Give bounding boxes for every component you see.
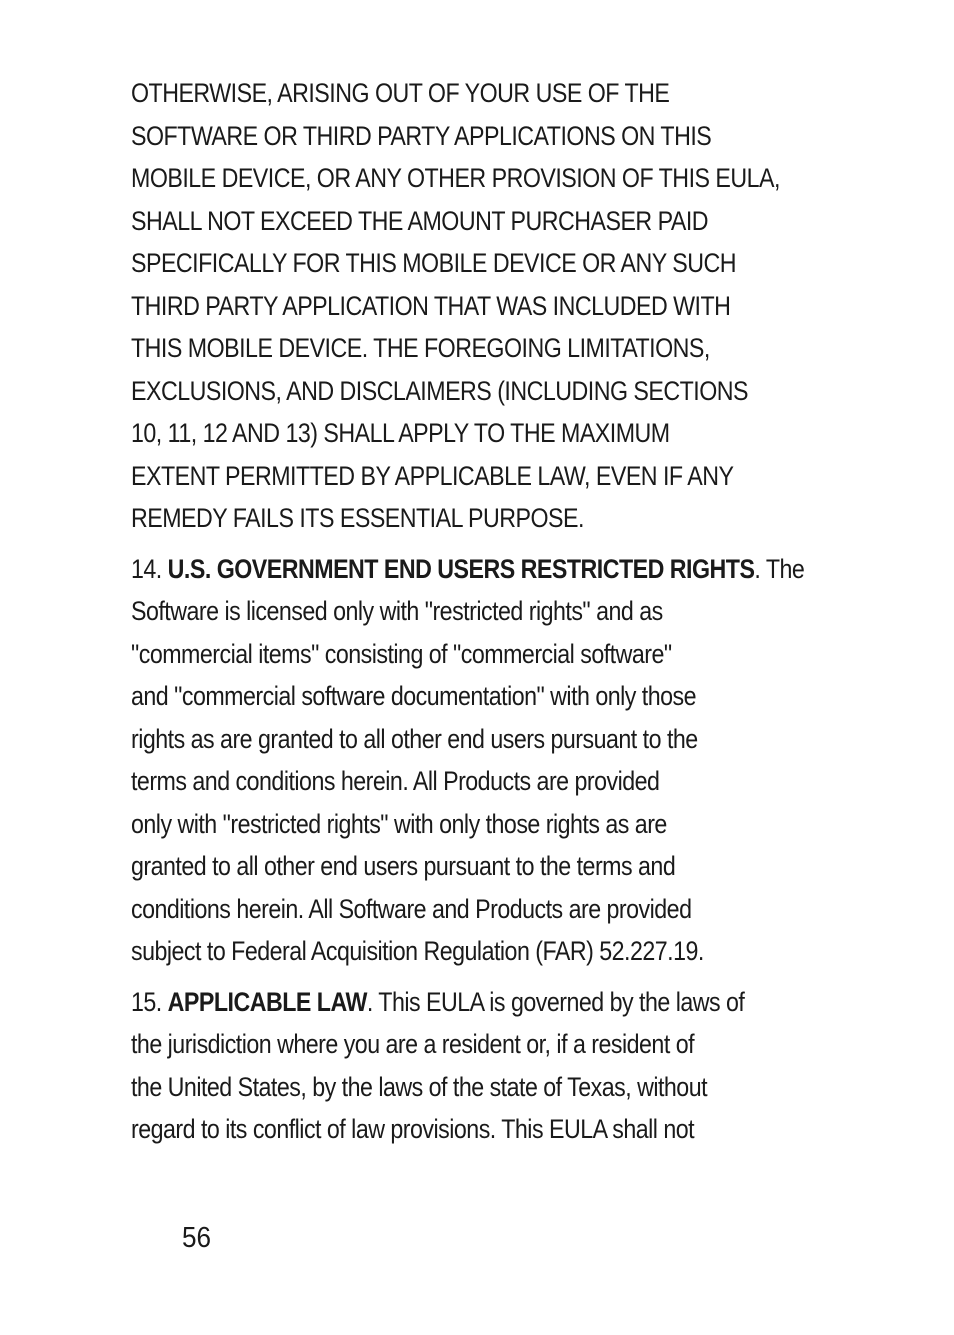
text-line: SOFTWARE OR THIRD PARTY APPLICATIONS ON THIS <box>131 120 712 151</box>
page-number: 56 <box>182 1222 212 1254</box>
text-line: granted to all other end users pursuant to the terms and <box>131 851 676 881</box>
text-line: MOBILE DEVICE, OR ANY OTHER PROVISION OF THIS EULA, <box>131 163 780 193</box>
text-line: conditions herein. All Software and Products are provided <box>131 893 692 924</box>
section-heading: U.S. GOVERNMENT END USERS RESTRICTED RIGHTS <box>167 553 755 584</box>
text-line: subject to Federal Acquisition Regulation (FAR) 52.227.19. <box>131 936 704 966</box>
text-line: rights as are granted to all other end users pursuant to the <box>131 723 698 754</box>
text-line: SPECIFICALLY FOR THIS MOBILE DEVICE OR ANY SUCH <box>131 248 737 278</box>
section-15-first-line <box>131 981 871 1024</box>
text-line: "commercial items" consisting of "commercial software" <box>131 638 672 669</box>
text-line: the jurisdiction where you are a resident or, if a resident of <box>131 1029 695 1059</box>
text-line: only with "restricted rights" with only those rights as are <box>131 808 667 839</box>
text-line: and "commercial software documentation" with only those <box>131 681 697 711</box>
text-line: THIS MOBILE DEVICE. THE FOREGOING LIMITATIONS, <box>131 333 710 363</box>
text-fragment: . This EULA is governed by the laws of <box>366 986 745 1017</box>
text-line: OTHERWISE, ARISING OUT OF YOUR USE OF THE <box>131 78 670 108</box>
paragraph-limitation-continued <box>131 72 871 540</box>
text-line: terms and conditions herein. All Products are provided <box>131 766 660 796</box>
text-line: REMEDY FAILS ITS ESSENTIAL PURPOSE. <box>131 503 584 533</box>
text-line: EXCLUSIONS, AND DISCLAIMERS (INCLUDING SECTIONS <box>131 375 749 406</box>
section-number: 15. <box>131 986 168 1017</box>
text-line: THIRD PARTY APPLICATION THAT WAS INCLUDED WITH <box>131 290 731 321</box>
section-number: 14. <box>131 553 168 584</box>
section-heading: APPLICABLE LAW <box>167 986 367 1017</box>
section-15-applicable-law <box>131 981 871 1151</box>
text-fragment: . The <box>754 553 805 584</box>
text-line: SHALL NOT EXCEED THE AMOUNT PURCHASER PAID <box>131 205 709 236</box>
text-line: Software is licensed only with "restricted rights" and as <box>131 596 663 626</box>
section-14-restricted-rights <box>131 548 871 973</box>
text-line: the United States, by the laws of the state of Texas, without <box>131 1071 708 1102</box>
text-line: regard to its conflict of law provisions. This EULA shall not <box>131 1114 695 1144</box>
text-line: 10, 11, 12 AND 13) SHALL APPLY TO THE MAXIMUM <box>131 418 670 448</box>
text-line: EXTENT PERMITTED BY APPLICABLE LAW, EVEN IF ANY <box>131 460 734 491</box>
page-content <box>131 72 871 1159</box>
section-14-first-line <box>131 548 871 591</box>
